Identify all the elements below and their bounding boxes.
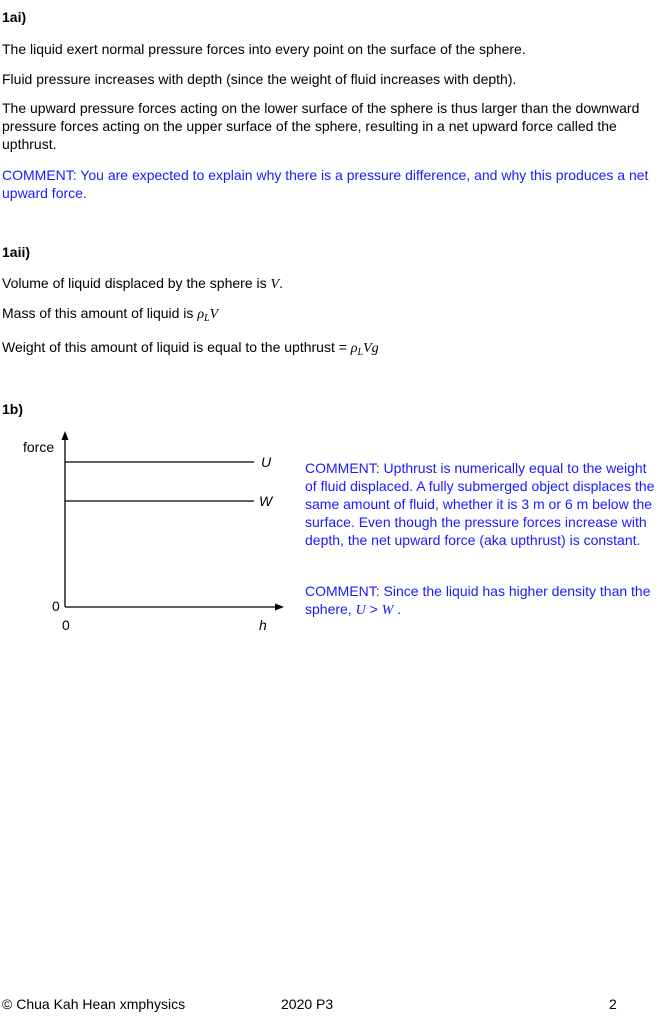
line-volume	[2, 274, 664, 294]
y-origin-label: 0	[52, 598, 60, 614]
comment-1b-2-text: COMMENT: Since the liquid has higher density than the sphere,	[305, 583, 651, 617]
line-weight	[2, 338, 664, 362]
comment-end: .	[397, 601, 402, 617]
x-axis-label: h	[259, 617, 267, 633]
footer-paper: 2020 P3	[281, 996, 334, 1012]
footer-page-number: 2	[609, 996, 617, 1012]
volume-end: .	[279, 275, 283, 291]
mass-text: Mass of this amount of liquid is	[2, 305, 198, 321]
heading-1ai: 1ai)	[2, 9, 27, 25]
mass-var-V: V	[209, 307, 219, 322]
volume-text: Volume of liquid displaced by the sphere is	[2, 275, 271, 291]
series-label-U: U	[261, 454, 272, 470]
comment-1ai: COMMENT: You are expected to explain why there is a pressure difference, and why this produces a net upward force.	[2, 167, 649, 201]
para-1ai-1: The liquid exert normal pressure forces into every point on the surface of the sphere.	[2, 41, 526, 57]
force-depth-graph	[0, 425, 300, 645]
heading-1aii: 1aii)	[2, 244, 31, 260]
weight-text: Weight of this amount of liquid is equal to the upthrust	[2, 339, 339, 355]
rho-symbol: ρ	[197, 307, 205, 322]
x-axis-arrow	[275, 604, 284, 611]
comment-1b-1: COMMENT: Upthrust is numerically equal to the weight of fluid displaced. A fully submerged object displaces the same amount of fluid, whether it is 3 m or 6 m below the surface. Even though the pressure forces increase with depth, the net upward force (aka upthrust) is constant.	[305, 460, 655, 548]
volume-var: V	[270, 277, 280, 292]
comment-var-W: W	[381, 603, 394, 618]
rho-symbol-2: ρ	[350, 341, 358, 356]
rho-subscript: L	[204, 313, 210, 324]
y-axis-label: force	[23, 439, 55, 455]
footer-author: © Chua Kah Hean xmphysics	[2, 996, 186, 1012]
comment-gt: >	[369, 601, 378, 617]
y-axis-arrow	[62, 431, 69, 440]
comment-var-U: U	[355, 603, 366, 618]
comment-1b-2	[305, 582, 660, 620]
series-label-W: W	[259, 493, 273, 509]
equals-sign: =	[338, 339, 347, 355]
rho-subscript-2: L	[357, 347, 364, 358]
para-1ai-3: The upward pressure forces acting on the lower surface of the sphere is thus larger than the downward pressure forces acting on the upper surface of the sphere, resulting in a net upward force called the upthrust.	[2, 100, 640, 152]
heading-1b: 1b)	[2, 401, 23, 417]
line-mass	[2, 304, 664, 328]
x-origin-label: 0	[62, 617, 70, 633]
para-1ai-2: Fluid pressure increases with depth (since the weight of fluid increases with depth).	[2, 71, 517, 87]
weight-var-Vg: Vg	[363, 341, 379, 356]
